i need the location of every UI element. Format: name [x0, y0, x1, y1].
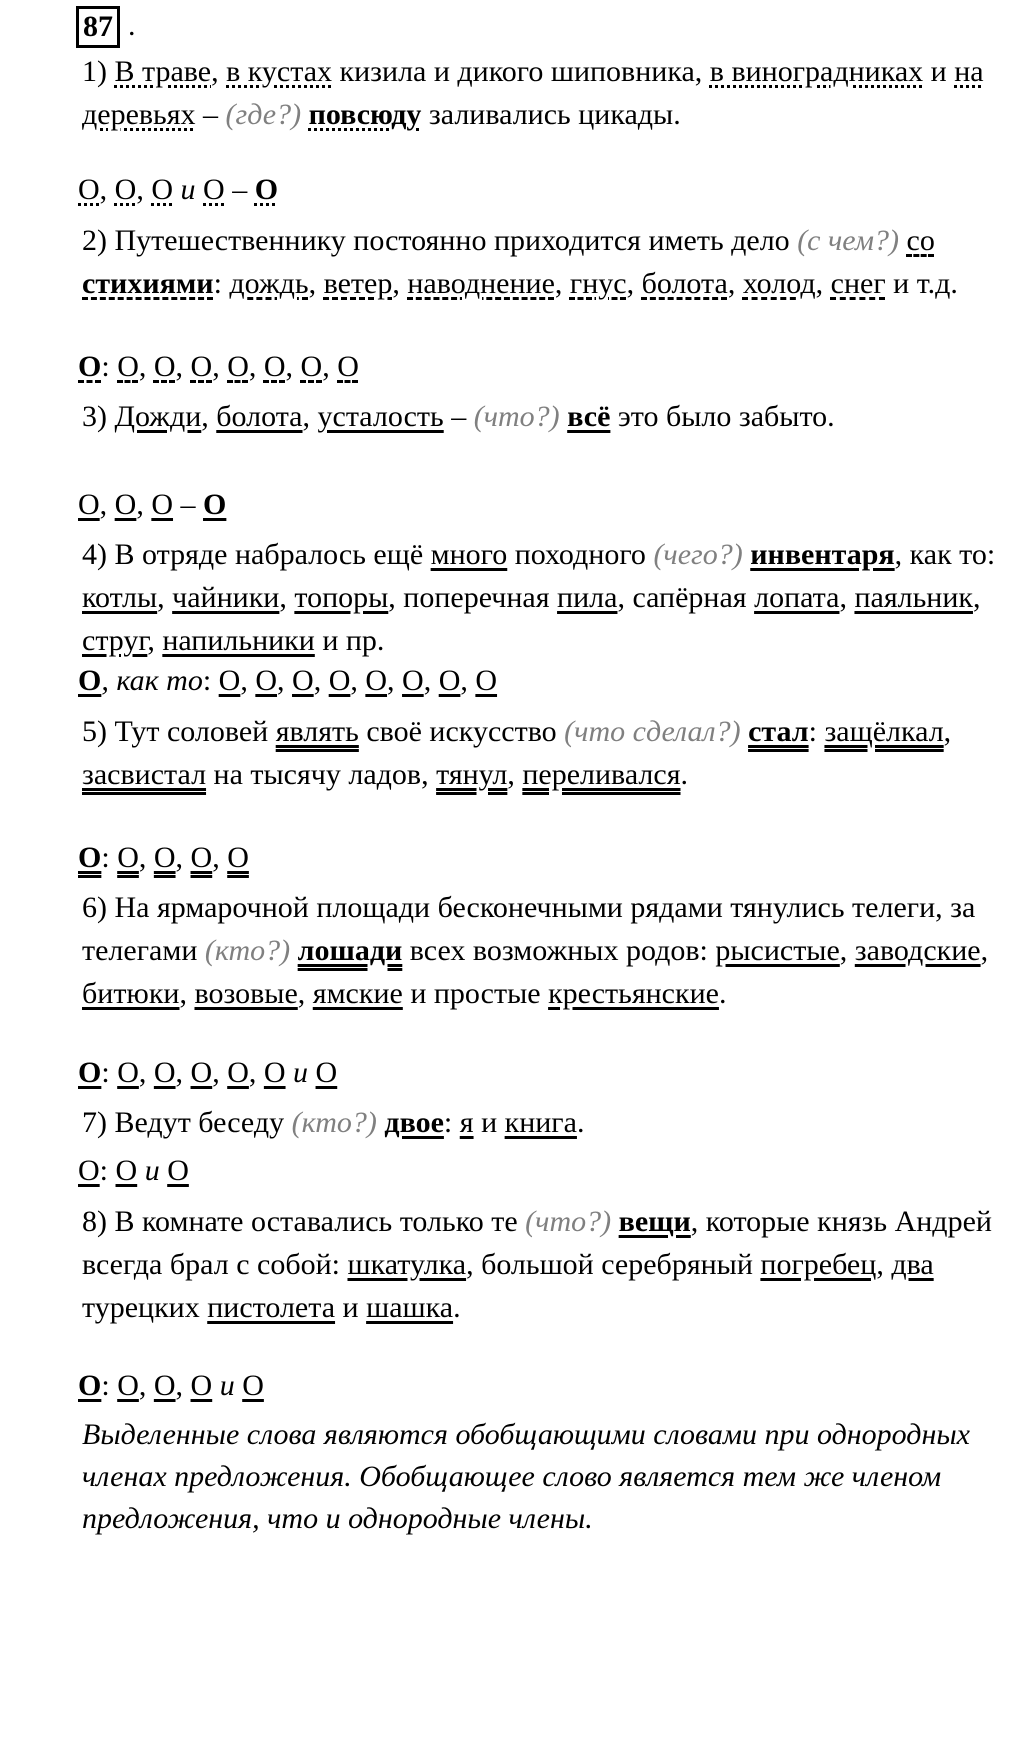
- sentence-4: 4) В отряде набралось ещё много походного (чего?) инвентаря, как то: котлы, чайники, топоры, поперечная пила, сапёрная лопата, паяльник, струг, напильники и пр.: [82, 538, 996, 657]
- exercise-number-dot: .: [128, 9, 136, 42]
- exercise-number: 87: [76, 6, 120, 48]
- sentence-5: 5) Тут соловей являть своё искусство (что сделал?) стал: защёлкал, засвистал на тысячу ладов, тянул, переливался.: [82, 715, 952, 791]
- scheme-8: О: О, О, О и О: [78, 1369, 264, 1402]
- scheme-1: О, О, О и О – О: [78, 173, 279, 206]
- scheme-3: О, О, О – О: [78, 488, 227, 521]
- sentence-3: 3) Дожди, болота, усталость – (что?) всё это было забыто.: [82, 400, 835, 433]
- scheme-5: О: О, О, О, О: [78, 841, 249, 874]
- scheme-4: О, как то: О, О, О, О, О, О, О, О: [78, 664, 498, 697]
- scheme-6: О: О, О, О, О, О и О: [78, 1056, 338, 1089]
- conclusion-text: Выделенные слова являются обобщающими словами при однородных членах предложения. Обобщающее слово является тем же членом предложения, что и однородные члены.: [82, 1418, 970, 1535]
- scheme-2: О: О, О, О, О, О, О, О: [78, 350, 359, 383]
- sentence-7: 7) Ведут беседу (кто?) двое: я и книга.: [82, 1106, 585, 1139]
- sentence-6: 6) На ярмарочной площади бесконечными рядами тянулись телеги, за телегами (кто?) лошади всех возможных родов: рысистые, заводские, битюки, возовые, ямские и простые крестьянские.: [82, 891, 989, 1010]
- sentence-8: 8) В комнате оставались только те (что?) вещи, которые князь Андрей всегда брал с собой: шкатулка, большой серебряный погребец, два турецких пистолета и шашка.: [82, 1205, 992, 1324]
- scheme-7: О: О и О: [78, 1154, 189, 1187]
- sentence-1: 1) В траве, в кустах кизила и дикого шиповника, в виноградниках и на деревьях – (где?) повсюду заливались цикады.: [82, 55, 984, 131]
- sentence-2: 2) Путешественнику постоянно приходится иметь дело (с чем?) со стихиями: дождь, ветер, наводнение, гнус, болота, холод, снег и т.д.: [82, 224, 958, 300]
